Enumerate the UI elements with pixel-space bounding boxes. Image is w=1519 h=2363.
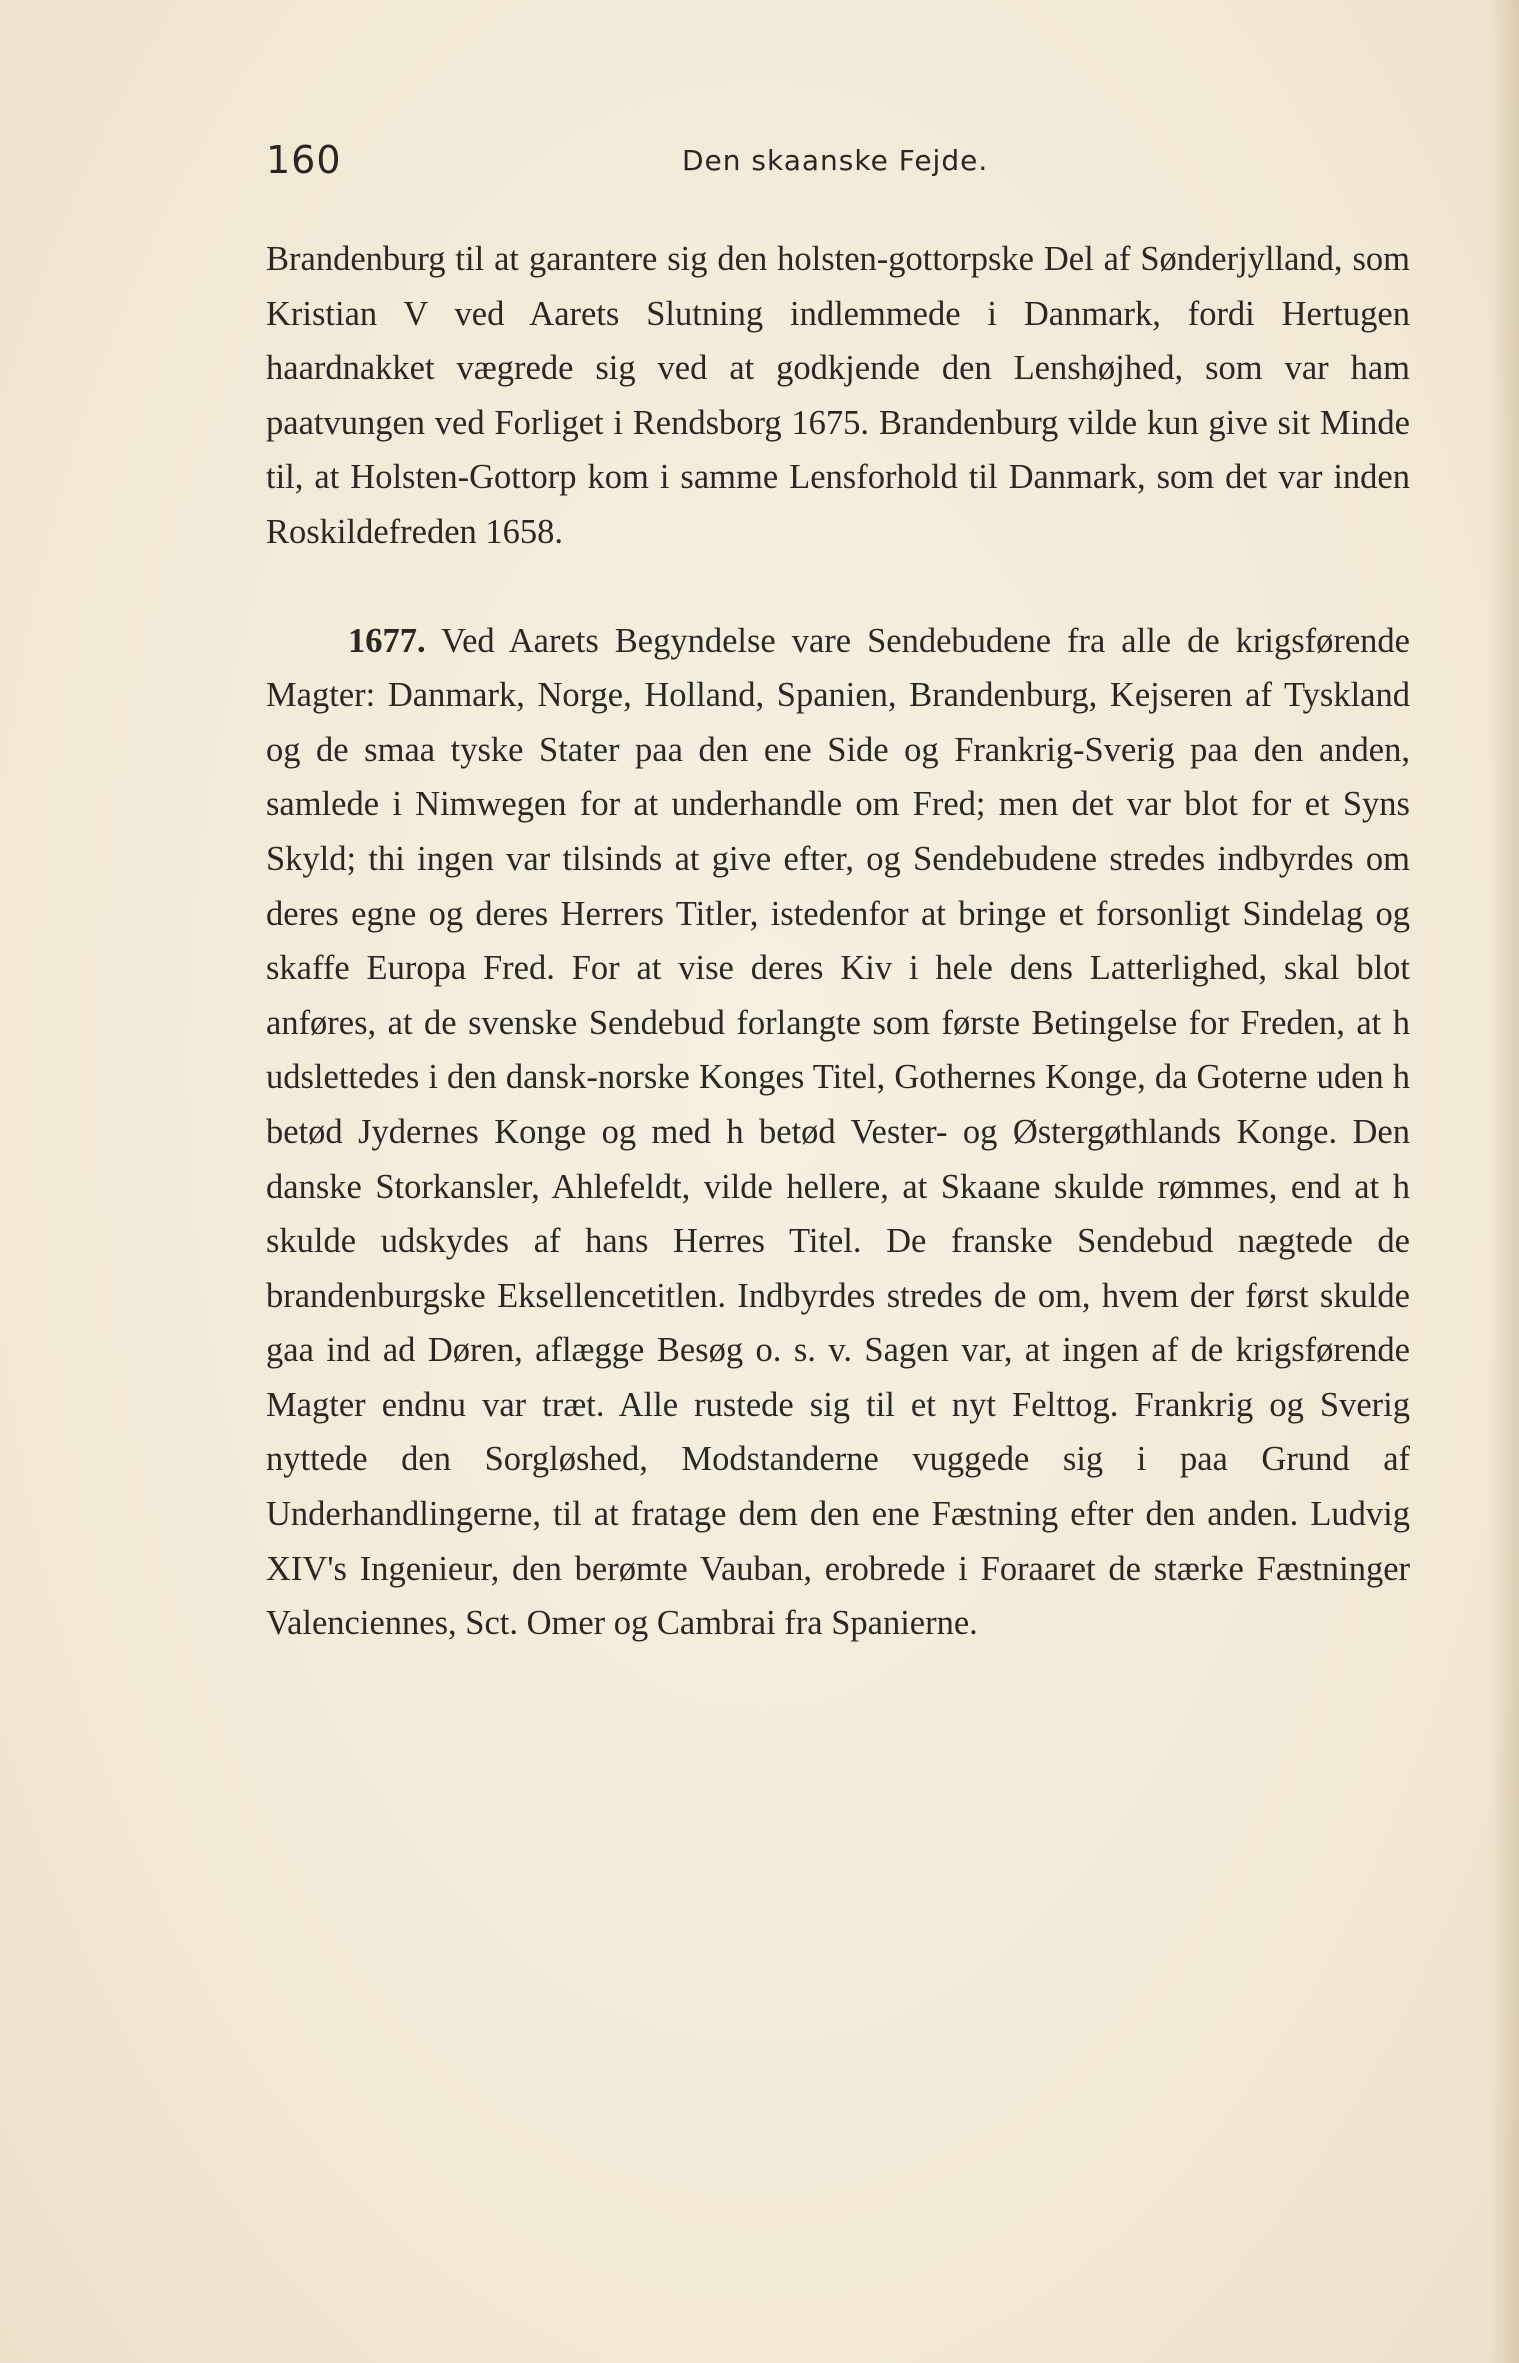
paragraph-text: Brandenburg til at garantere sig den holsten-gottorpske Del af Sønderjylland, som Kristian V ved Aarets Slutning indlemmede i Danmark, fordi Hertugen haardnakket vægrede sig ved at godkjende den Lenshøjhed, som var ham paatvungen ved Forliget i Rendsborg 1675. Brandenburg vilde kun give sit Minde til, at Holsten-Gottorp kom i samme Lensforhold til Danmark, som det var inden Roskildefreden 1658. bbox=[266, 240, 1410, 551]
page-header bbox=[266, 138, 1410, 198]
running-title: Den skaanske Fejde. bbox=[682, 144, 989, 177]
paragraph-brandenburg bbox=[266, 232, 1410, 560]
page-number: 160 bbox=[266, 138, 342, 182]
paragraph-1677 bbox=[266, 614, 1410, 1651]
body-text bbox=[266, 232, 1410, 1651]
paragraph-text: Ved Aarets Begyndelse vare Sendebudene fra alle de krigsførende Magter: Danmark, Norge, Holland, Spanien, Brandenburg, Kejseren af Tyskland og de smaa tyske Stater paa den ene Side og Frankrig-Sverig paa den anden, samlede i Nimwegen for at underhandle om Fred; men det var blot for et Syns Skyld; thi ingen var tilsinds at give efter, og Sendebudene stredes indbyrdes om deres egne og deres Herrers Titler, istedenfor at bringe et forsonligt Sindelag og skaffe Europa Fred. For at vise deres Kiv i hele dens Latterlighed, skal blot anføres, at de svenske Sendebud forlangte som første Betingelse for Freden, at h udslettedes i den dansk-norske Konges Titel, Gothernes Konge, da Goterne uden h betød Jydernes Konge og med h betød Vester- og Østergøthlands Konge. Den danske Storkansler, Ahlefeldt, vilde hellere, at Skaane skulde rømmes, end at h skulde udskydes af hans Herres Titel. De franske Sendebud nægtede de brandenburgske Eksellencetitlen. Indbyrdes stredes de om, hvem der først skulde gaa ind ad Døren, aflægge Besøg o. s. v. Sagen var, at ingen af de krigsførende Magter endnu var træt. Alle rustede sig til et nyt Felttog. Frankrig og Sverig nyttede den Sorgløshed, Modstanderne vuggede sig i paa Grund af Underhandlingerne, til at fratage dem den ene Fæstning efter den anden. Ludvig XIV's Ingenieur, den berømte Vauban, erobrede i Foraaret de stærke Fæstninger Valenciennes, Sct. Omer og Cambrai fra Spanierne. bbox=[266, 621, 1410, 1643]
year-heading: 1677. bbox=[348, 621, 426, 660]
